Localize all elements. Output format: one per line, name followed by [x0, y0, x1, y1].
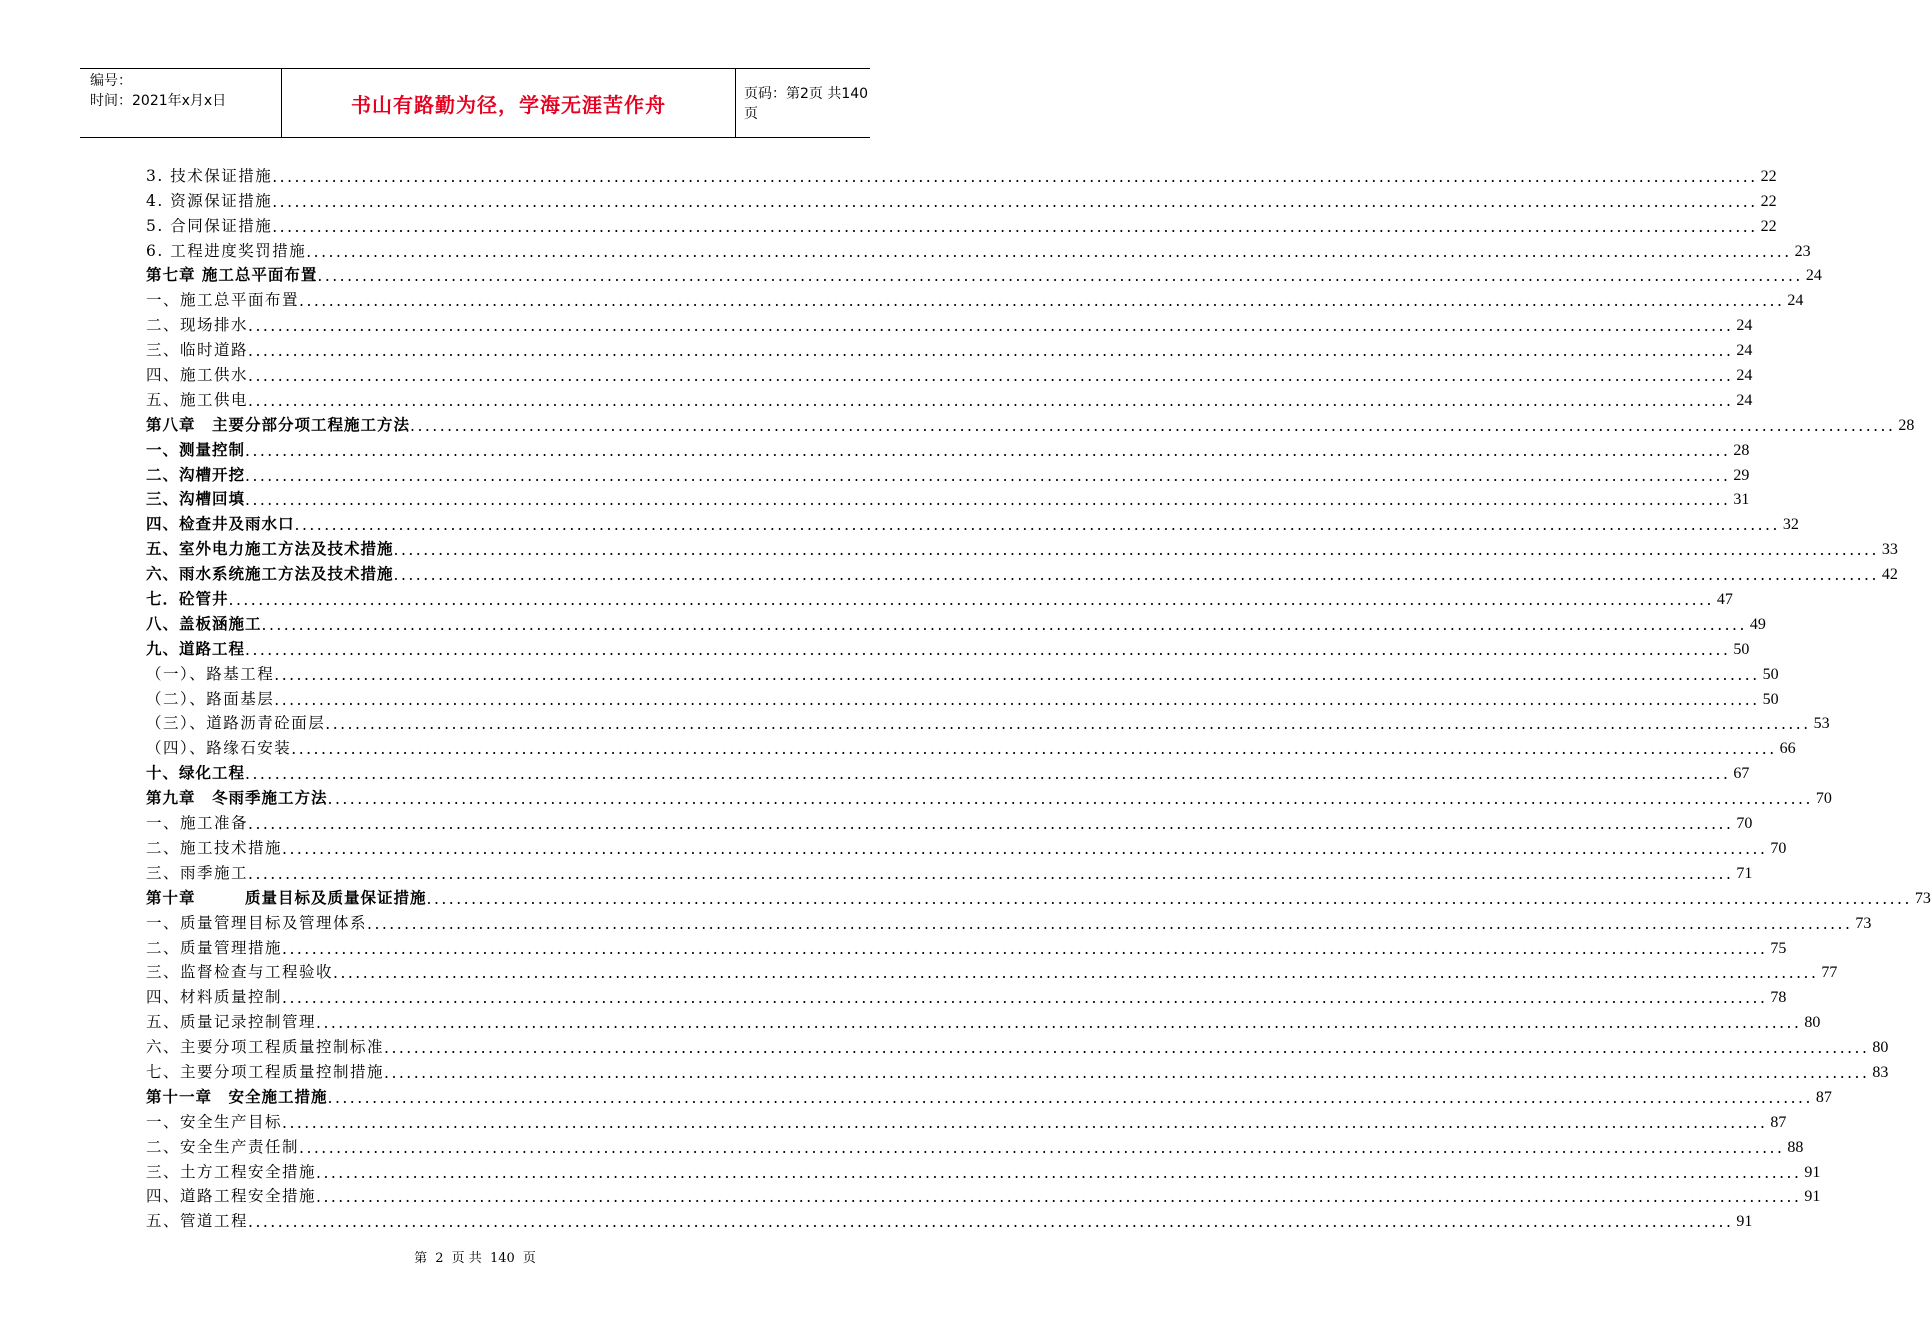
toc-leader-dots: ........................................................................................................................................................................................................ — [426, 889, 1912, 908]
toc-leader-dots: ........................................................................................................................................................................................................ — [333, 964, 1819, 983]
toc-entry — [146, 933, 1787, 958]
toc-entry — [146, 908, 1872, 933]
toc-entry-page: 24 — [1805, 267, 1822, 285]
toc-entry-page: 78 — [1770, 989, 1787, 1007]
toc-leader-dots: ........................................................................................................................................................................................................ — [282, 939, 1768, 958]
header-page-info: 页码：第2页 共140页 — [744, 86, 869, 122]
toc-leader-dots: ........................................................................................................................................................................................................ — [245, 765, 1731, 784]
toc-entry — [146, 659, 1779, 684]
toc-entry — [146, 634, 1750, 659]
toc-entry — [146, 534, 1898, 560]
toc-entry-title: 第八章 主要分部分项工程施工方法 — [146, 415, 411, 434]
toc-entry-title: （三）、道路沥青砼面层 — [146, 714, 326, 733]
toc-entry — [146, 485, 1750, 510]
toc-entry-title: 一、施工总平面布置 — [146, 291, 300, 310]
toc-entry-page: 50 — [1762, 665, 1779, 683]
toc-entry-title: 七、主要分项工程质量控制措施 — [146, 1062, 385, 1081]
toc-leader-dots: ........................................................................................................................................................................................................ — [245, 466, 1731, 485]
toc-entry — [146, 684, 1779, 709]
toc-leader-dots: ........................................................................................................................................................................................................ — [410, 416, 1896, 435]
toc-leader-dots: ........................................................................................................................................................................................................ — [367, 914, 1853, 933]
footer-total-pages: 140 — [489, 1251, 515, 1266]
toc-entry-page: 83 — [1872, 1063, 1889, 1081]
toc-leader-dots: ........................................................................................................................................................................................................ — [282, 1113, 1768, 1132]
toc-entry-page: 24 — [1736, 342, 1753, 360]
header-page-info-cell — [736, 69, 870, 137]
toc-entry-title: 五、质量记录控制管理 — [146, 1013, 317, 1032]
toc-entry-page: 91 — [1804, 1188, 1821, 1206]
toc-entry-title: 一、安全生产目标 — [146, 1112, 283, 1131]
toc-leader-dots: ........................................................................................................................................................................................................ — [274, 690, 1760, 709]
toc-entry-page: 53 — [1813, 715, 1830, 733]
toc-entry-title: 二、安全生产责任制 — [146, 1137, 300, 1156]
toc-entry-page: 24 — [1736, 391, 1753, 409]
toc-entry-title: 一、施工准备 — [146, 814, 249, 833]
toc-entry — [146, 709, 1830, 734]
toc-leader-dots: ........................................................................................................................................................................................................ — [294, 516, 1780, 535]
toc-entry — [146, 385, 1753, 410]
toc-leader-dots: ........................................................................................................................................................................................................ — [393, 541, 1879, 560]
toc-leader-dots: ........................................................................................................................................................................................................ — [245, 491, 1731, 510]
toc-entry — [146, 236, 1811, 261]
table-of-contents — [146, 161, 1931, 1232]
toc-entry-title: 二、现场排水 — [146, 316, 249, 335]
toc-entry-page: 87 — [1770, 1113, 1787, 1131]
toc-leader-dots: ........................................................................................................................................................................................................ — [272, 217, 1758, 236]
toc-entry-title: 五、管道工程 — [146, 1212, 249, 1231]
toc-leader-dots: ........................................................................................................................................................................................................ — [317, 267, 1803, 286]
toc-entry-page: 91 — [1804, 1163, 1821, 1181]
toc-entry — [146, 609, 1766, 634]
toc-entry-title: 4. 资源保证措施 — [146, 191, 273, 210]
toc-entry-page: 28 — [1898, 416, 1915, 434]
toc-entry-title: 6. 工程进度奖罚措施 — [146, 241, 307, 260]
toc-entry — [146, 285, 1804, 311]
toc-entry-title: 二、沟槽开挖 — [146, 465, 246, 484]
toc-entry — [146, 808, 1753, 834]
toc-leader-dots: ........................................................................................................................................................................................................ — [245, 640, 1731, 659]
toc-entry — [146, 1107, 1787, 1132]
toc-entry — [146, 1132, 1804, 1157]
toc-entry-page: 32 — [1782, 516, 1799, 534]
toc-entry-title: 四、检查井及雨水口 — [146, 515, 295, 534]
toc-entry-page: 24 — [1736, 317, 1753, 335]
toc-entry-page: 66 — [1779, 740, 1796, 758]
toc-entry-title: 五、施工供电 — [146, 390, 249, 409]
toc-entry-page: 73 — [1914, 889, 1931, 907]
footer-prefix: 第 — [414, 1251, 428, 1266]
toc-entry-page: 91 — [1736, 1213, 1753, 1231]
toc-entry-title: 三、沟槽回填 — [146, 490, 246, 509]
toc-entry-title: 一、质量管理目标及管理体系 — [146, 913, 368, 932]
toc-entry — [146, 982, 1787, 1008]
toc-entry-title: 3. 技术保证措施 — [146, 166, 273, 185]
toc-leader-dots: ........................................................................................................................................................................................................ — [327, 1088, 1813, 1107]
toc-entry-title: （二）、路面基层 — [146, 689, 275, 708]
toc-leader-dots: ........................................................................................................................................................................................................ — [248, 815, 1734, 834]
header-motto-cell — [282, 69, 736, 137]
toc-entry-page: 73 — [1855, 914, 1872, 932]
toc-entry-page: 50 — [1762, 690, 1779, 708]
toc-entry-page: 71 — [1736, 864, 1753, 882]
toc-entry-title: 四、施工供水 — [146, 366, 249, 385]
toc-leader-dots: ........................................................................................................................................................................................................ — [384, 1063, 1870, 1082]
toc-leader-dots: ........................................................................................................................................................................................................ — [299, 1138, 1785, 1157]
toc-leader-dots: ........................................................................................................................................................................................................ — [272, 192, 1758, 211]
toc-entry — [146, 733, 1796, 759]
toc-entry-page: 80 — [1804, 1014, 1821, 1032]
footer-page-number: 2 — [435, 1251, 444, 1266]
toc-entry-page: 70 — [1815, 790, 1832, 808]
toc-entry-page: 80 — [1872, 1039, 1889, 1057]
toc-entry — [146, 1082, 1832, 1107]
toc-leader-dots: ........................................................................................................................................................................................................ — [248, 342, 1734, 361]
toc-entry — [146, 783, 1832, 809]
toc-leader-dots: ........................................................................................................................................................................................................ — [384, 1039, 1870, 1058]
footer-suffix: 页 — [522, 1251, 536, 1266]
toc-entry-title: 第七章 施工总平面布置 — [146, 266, 318, 285]
toc-entry-page: 22 — [1760, 192, 1777, 210]
toc-leader-dots: ........................................................................................................................................................................................................ — [282, 839, 1768, 858]
toc-entry-title: 三、监督检查与工程验收 — [146, 963, 334, 982]
toc-entry — [146, 460, 1750, 485]
toc-leader-dots: ........................................................................................................................................................................................................ — [306, 242, 1792, 261]
toc-entry-page: 49 — [1749, 615, 1766, 633]
toc-entry-title: 四、道路工程安全措施 — [146, 1187, 317, 1206]
toc-leader-dots: ........................................................................................................................................................................................................ — [316, 1014, 1802, 1033]
document-date-label: 时间：2021年x月x日 — [90, 93, 227, 109]
toc-leader-dots: ........................................................................................................................................................................................................ — [248, 367, 1734, 386]
toc-entry-page: 47 — [1716, 591, 1733, 609]
toc-leader-dots: ........................................................................................................................................................................................................ — [261, 615, 1747, 634]
toc-entry — [146, 1057, 1889, 1082]
footer-mid: 页 共 — [451, 1251, 482, 1266]
toc-leader-dots: ........................................................................................................................................................................................................ — [248, 864, 1734, 883]
document-number-label: 编号： — [90, 73, 132, 89]
toc-entry-title: 三、临时道路 — [146, 341, 249, 360]
toc-entry — [146, 559, 1898, 585]
toc-entry-title: 三、雨季施工 — [146, 863, 249, 882]
toc-entry — [146, 335, 1753, 361]
toc-entry-page: 31 — [1733, 491, 1750, 509]
toc-entry-page: 88 — [1787, 1138, 1804, 1156]
toc-entry-title: 十、绿化工程 — [146, 764, 246, 783]
toc-entry — [146, 584, 1733, 610]
toc-entry-title: 五、室外电力施工方法及技术措施 — [146, 540, 394, 559]
toc-entry-page: 23 — [1794, 242, 1811, 260]
page-footer — [0, 1247, 950, 1266]
toc-entry-page: 70 — [1736, 815, 1753, 833]
toc-entry — [146, 186, 1777, 211]
toc-leader-dots: ........................................................................................................................................................................................................ — [248, 391, 1734, 410]
toc-entry-title: 第十章 质量目标及质量保证措施 — [146, 888, 427, 907]
header-left-cell — [80, 69, 282, 137]
toc-entry-title: （一）、路基工程 — [146, 664, 275, 683]
toc-entry-page: 70 — [1770, 839, 1787, 857]
toc-leader-dots: ........................................................................................................................................................................................................ — [272, 167, 1758, 186]
toc-entry-title: 5. 合同保证措施 — [146, 216, 273, 235]
header-motto: 书山有路勤为径，学海无涯苦作舟 — [351, 92, 666, 117]
toc-leader-dots: ........................................................................................................................................................................................................ — [299, 292, 1785, 311]
toc-entry — [146, 310, 1753, 336]
toc-leader-dots: ........................................................................................................................................................................................................ — [282, 989, 1768, 1008]
toc-entry — [146, 858, 1753, 883]
toc-entry-title: 三、土方工程安全措施 — [146, 1162, 317, 1181]
toc-entry-title: 八、盖板涵施工 — [146, 614, 262, 633]
toc-entry-title: 二、施工技术措施 — [146, 838, 283, 857]
toc-entry-page: 33 — [1881, 541, 1898, 559]
toc-leader-dots: ........................................................................................................................................................................................................ — [248, 1213, 1734, 1232]
toc-entry-title: 第九章 冬雨季施工方法 — [146, 789, 328, 808]
toc-entry-page: 28 — [1733, 441, 1750, 459]
toc-entry-title: 一、测量控制 — [146, 440, 246, 459]
toc-entry-page: 22 — [1760, 167, 1777, 185]
page-header — [80, 68, 870, 138]
toc-leader-dots: ........................................................................................................................................................................................................ — [274, 665, 1760, 684]
toc-entry — [146, 509, 1799, 535]
toc-entry-title: 二、质量管理措施 — [146, 938, 283, 957]
toc-entry — [146, 1007, 1821, 1033]
toc-entry-title: 第十一章 安全施工措施 — [146, 1087, 328, 1106]
toc-entry — [146, 833, 1787, 858]
toc-leader-dots: ........................................................................................................................................................................................................ — [325, 715, 1811, 734]
toc-entry — [146, 1157, 1821, 1182]
toc-entry-title: 六、雨水系统施工方法及技术措施 — [146, 565, 394, 584]
toc-leader-dots: ........................................................................................................................................................................................................ — [393, 566, 1879, 585]
toc-entry — [146, 1032, 1889, 1058]
toc-entry-title: 六、主要分项工程质量控制标准 — [146, 1038, 385, 1057]
toc-leader-dots: ........................................................................................................................................................................................................ — [245, 441, 1731, 460]
toc-entry-page: 87 — [1815, 1088, 1832, 1106]
toc-entry-title: 七．砼管井 — [146, 590, 229, 609]
toc-leader-dots: ........................................................................................................................................................................................................ — [228, 591, 1714, 610]
toc-entry-page: 50 — [1733, 640, 1750, 658]
toc-entry — [146, 435, 1750, 460]
toc-leader-dots: ........................................................................................................................................................................................................ — [291, 740, 1777, 759]
toc-leader-dots: ........................................................................................................................................................................................................ — [316, 1163, 1802, 1182]
toc-entry — [146, 1206, 1753, 1232]
toc-entry — [146, 211, 1777, 236]
toc-entry — [146, 261, 1822, 286]
toc-entry — [146, 1182, 1821, 1207]
toc-leader-dots: ........................................................................................................................................................................................................ — [316, 1188, 1802, 1207]
toc-entry — [146, 410, 1915, 435]
toc-entry-page: 24 — [1787, 292, 1804, 310]
toc-entry-page: 67 — [1733, 765, 1750, 783]
toc-entry-title: 九、道路工程 — [146, 639, 246, 658]
toc-entry — [146, 161, 1777, 186]
toc-entry-title: 四、材料质量控制 — [146, 988, 283, 1007]
toc-entry — [146, 958, 1838, 983]
toc-leader-dots: ........................................................................................................................................................................................................ — [248, 317, 1734, 336]
toc-entry — [146, 758, 1750, 784]
toc-entry — [146, 360, 1753, 386]
toc-entry-title: （四）、路缘石安装 — [146, 739, 292, 758]
toc-entry-page: 75 — [1770, 939, 1787, 957]
toc-entry-page: 42 — [1881, 566, 1898, 584]
toc-leader-dots: ........................................................................................................................................................................................................ — [327, 790, 1813, 809]
toc-entry-page: 29 — [1733, 466, 1750, 484]
toc-entry-page: 24 — [1736, 367, 1753, 385]
toc-entry-page: 77 — [1821, 964, 1838, 982]
toc-entry-page: 22 — [1760, 217, 1777, 235]
toc-entry — [146, 883, 1931, 908]
